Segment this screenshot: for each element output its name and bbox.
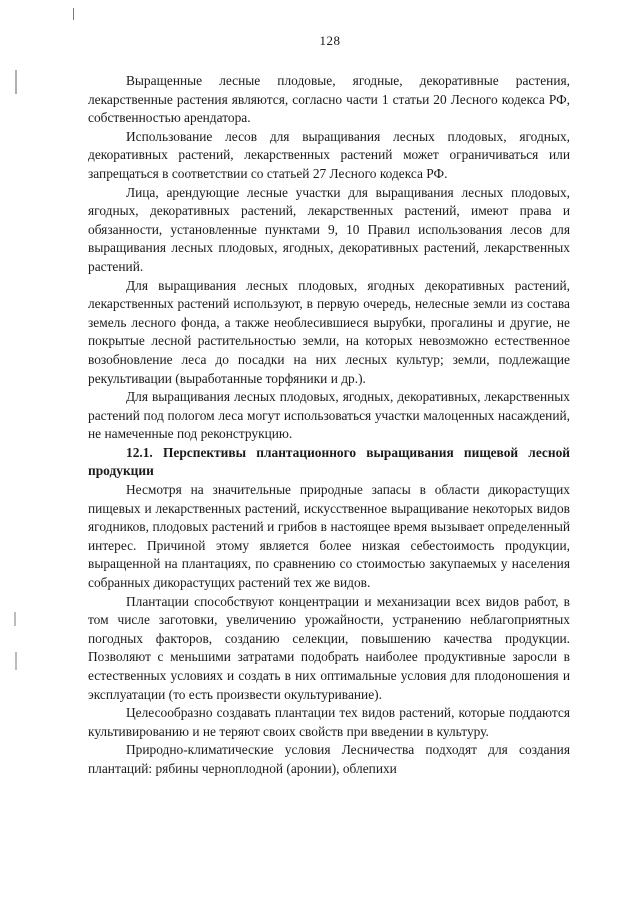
scan-mark-left-2 bbox=[14, 612, 16, 626]
paragraph: Использование лесов для выращивания лесных плодовых, ягодных, декоративных растений, лекарственных растений может ограничиваться или запрещаться в соответствии со статьей 27 Лесного кодекса РФ. bbox=[88, 128, 570, 181]
paragraph: Для выращивания лесных плодовых, ягодных, декоративных, лекарственных растений под пологом леса могут использоваться участки малоценных насаждений, не намеченные под реконструкцию. bbox=[88, 389, 570, 442]
paragraph: Природно-климатические условия Лесничества подходят для создания плантаций: рябины черноплодной (аронии), облепихи bbox=[88, 742, 570, 776]
scan-mark-left-3 bbox=[15, 652, 17, 670]
page-number: 128 bbox=[319, 33, 341, 48]
page-body bbox=[88, 72, 570, 779]
paragraph: Для выращивания лесных плодовых, ягодных декоративных растений, лекарственных растений используют, в первую очередь, нелесные земли из состава земель лесного фонда, а также необлесившиеся вырубки, прогалины и другие, не покрытые лесной растительностью земли, на которых невозможно естественное возобновление леса до посадки на них лесных культур; земли, подлежащие рекультивации (выработанные торфяники и др.). bbox=[88, 277, 570, 386]
section-heading: 12.1. Перспективы плантационного выращивания пищевой лесной продукции bbox=[88, 444, 570, 479]
paragraph: Выращенные лесные плодовые, ягодные, декоративные растения, лекарственные растения являются, согласно части 1 статьи 20 Лесного кодекса РФ, собственностью арендатора. bbox=[88, 73, 570, 126]
scan-mark-top bbox=[73, 8, 74, 20]
paragraph: Несмотря на значительные природные запасы в области дикорастущих пищевых и лекарственных растений, искусственное выращивание некоторых видов ягодников, плодовых растений и грибов в настоящее время вызывает определенный интерес. Причиной этому является более низкая себестоимость продукции, выращенной на плантациях, по сравнению со стоимостью закупаемых у населения собранных дикорастущих растений тех же видов. bbox=[88, 482, 570, 591]
scan-mark-left-1 bbox=[15, 70, 17, 94]
paragraph: Плантации способствуют концентрации и механизации всех видов работ, в том числе заготовки, увеличению урожайности, устранению неблагоприятных погодных факторов, созданию селекции, повышению качества продукции. Позволяют с меньшими затратами подобрать наиболее продуктивные заросли в естественных условиях и создать в них оптимальные условия для плодоношения и эксплуатации (то есть произвести окультуривание). bbox=[88, 593, 570, 702]
paragraph: Целесообразно создавать плантации тех видов растений, которые поддаются культивированию и не теряют своих свойств при введении в культуру. bbox=[88, 705, 570, 739]
paragraph: Лица, арендующие лесные участки для выращивания лесных плодовых, ягодных, декоративных растений, лекарственных растений, имеют права и обязанности, установленные пунктами 9, 10 Правил использования лесов для выращивания лесных плодовых, ягодных, декоративных растений, лекарственных растений. bbox=[88, 184, 570, 274]
